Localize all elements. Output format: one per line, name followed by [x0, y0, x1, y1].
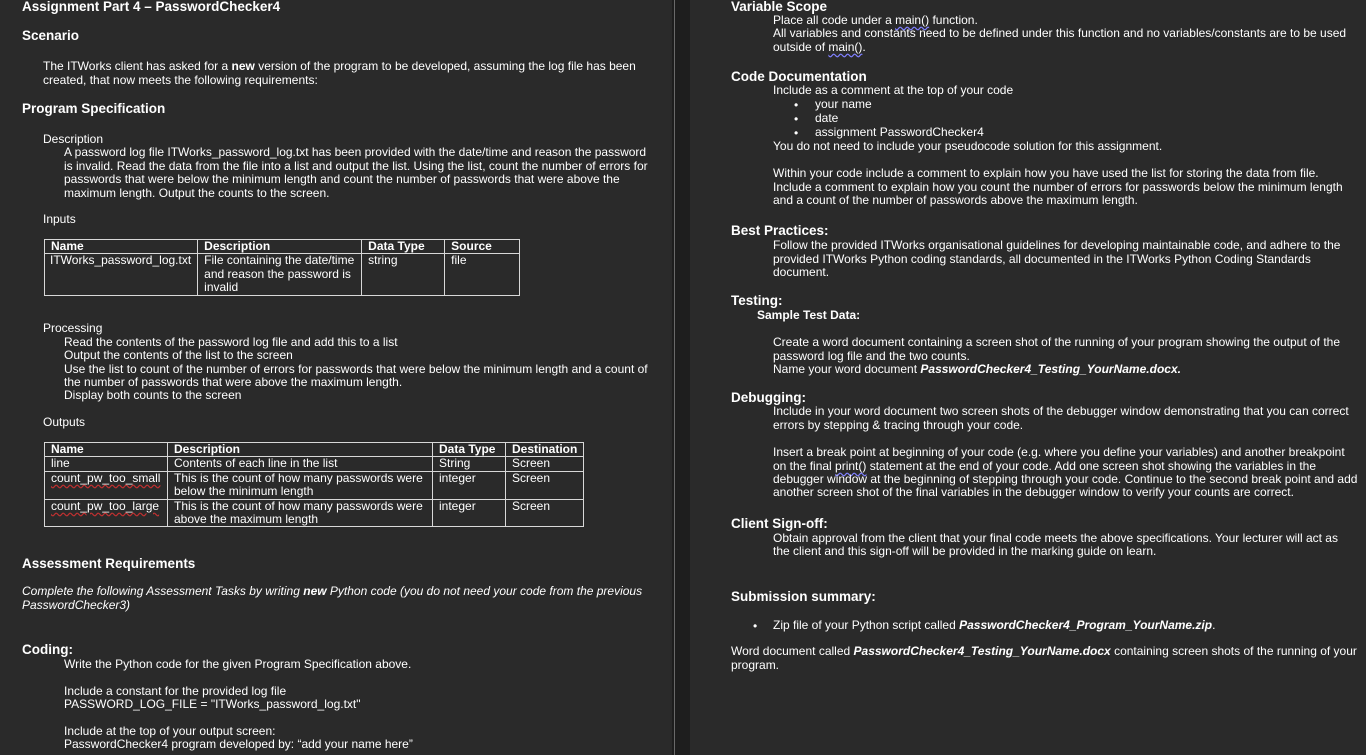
table-cell: String — [433, 457, 506, 471]
description-heading: Description — [43, 132, 104, 146]
scenario-text-line-1 — [43, 60, 636, 73]
code-reference: main() — [895, 13, 930, 27]
best-practices-line: provided ITWorks Python coding standards, all documented in the ITWorks Python Coding Standards — [773, 252, 1311, 266]
page-divider — [674, 0, 675, 755]
signoff-line: Obtain approval from the client that your final code meets the above specifications. Your lecturer will act as — [773, 531, 1338, 545]
table-row — [45, 457, 584, 471]
best-practices-heading: Best Practices: — [731, 223, 829, 238]
table-cell: Screen — [506, 499, 584, 527]
code-doc-bullet: date — [815, 111, 839, 125]
description-line: passwords that were below the minimum length and count the number of passwords that were above the — [64, 172, 620, 186]
code-doc-intro: Include as a comment at the top of your code — [773, 83, 1014, 97]
signoff-line: the client and this sign-off will be provided in the marking guide on learn. — [773, 544, 1157, 558]
program-spec-heading: Program Specification — [22, 101, 166, 116]
debugging-line: Insert a break point at beginning of your code (e.g. where you define your variables) and another breakpoint — [773, 445, 1345, 459]
scenario-text-line-2: created, that now meets the following requirements: — [43, 73, 318, 87]
variable-scope-line-2: All variables and constants need to be defined under this function and no variables/constants are to be used — [773, 26, 1347, 40]
debugging-line: errors by stepping & tracing through your code. — [773, 418, 1024, 432]
table-cell: string — [362, 254, 445, 295]
table-cell: This is the count of how many passwords were above the maximum length — [168, 499, 433, 527]
table-header-cell: Source — [445, 240, 520, 254]
assessment-text-emphasis: new — [303, 584, 327, 598]
text-part: outside of — [773, 40, 829, 54]
table-header-cell: Data Type — [433, 443, 506, 457]
code-doc-within-line: and a count of the number of passwords above the maximum length. — [773, 193, 1138, 207]
bullet-icon: • — [794, 98, 799, 112]
table-cell: integer — [433, 499, 506, 527]
code-doc-bullet: your name — [815, 97, 872, 111]
submission-word-line-1 — [731, 645, 1357, 658]
code-reference: main() — [828, 40, 863, 54]
assessment-heading: Assessment Requirements — [22, 556, 196, 571]
text-part: Place all code under a — [773, 13, 896, 27]
coding-line: PASSWORD_LOG_FILE = "ITWorks_password_log.txt" — [64, 697, 361, 711]
filename-text: PasswordChecker4_Testing_YourName.docx — [853, 644, 1111, 658]
assessment-text-part: Python code (you do not need your code from the previous — [326, 584, 643, 598]
table-cell — [45, 499, 168, 527]
variable-name: count_pw_too_small — [51, 470, 161, 485]
submission-bullet — [773, 619, 1215, 632]
assessment-text-line-2: PasswordChecker3) — [22, 598, 131, 612]
scenario-text-part: version of the program to be developed, assuming the log file has been — [254, 59, 636, 73]
right-document-page — [690, 0, 1366, 755]
table-header-row — [45, 240, 520, 254]
bullet-icon: • — [794, 126, 799, 140]
text-part: containing screen shots of the running of your — [1110, 644, 1357, 658]
processing-line: Output the contents of the list to the screen — [64, 348, 293, 362]
testing-line: Create a word document containing a screen shot of the running of your program showing the output of the — [773, 335, 1341, 349]
table-cell: File containing the date/time and reason the password is invalid — [198, 254, 362, 295]
scenario-text-part: The ITWorks client has asked for a — [43, 59, 232, 73]
text-part: Zip file of your Python script called — [773, 618, 960, 632]
best-practices-line: Follow the provided ITWorks organisational guidelines for developing maintainable code, and adhere to the — [773, 238, 1341, 252]
table-cell: Screen — [506, 457, 584, 471]
code-doc-within-line: Include a comment to explain how you count the number of errors for passwords below the minimum length — [773, 180, 1343, 194]
debugging-line: debugger window at the beginning of stepping through your code. Continue to the second break point and add — [773, 472, 1358, 486]
debugging-line: Include in your word document two screen shots of the debugger window demonstrating that you can correct — [773, 404, 1349, 418]
inputs-table — [44, 239, 520, 296]
code-doc-no-pseudo: You do not need to include your pseudocode solution for this assignment. — [773, 139, 1163, 153]
processing-line: the number of passwords that were above the maximum length. — [64, 375, 403, 389]
coding-line: PasswordChecker4 program developed by: “add your name here” — [64, 737, 413, 751]
code-doc-within-line: Within your code include a comment to explain how you have used the list for storing the data from file. — [773, 166, 1319, 180]
text-part: function. — [929, 13, 978, 27]
text-part: Name your word document — [773, 362, 921, 376]
variable-scope-line-3 — [773, 41, 866, 54]
text-part: statement at the end of your code. Add one screen shot showing the variables in the — [866, 459, 1317, 473]
text-part: . — [862, 40, 866, 54]
submission-word-line-2: program. — [731, 658, 780, 672]
description-line: is invalid. Read the data from the file into a list and output the list. Using the list, count the number of errors for — [64, 159, 648, 173]
table-header-cell: Name — [45, 240, 198, 254]
outputs-table — [44, 442, 584, 527]
coding-line: Write the Python code for the given Program Specification above. — [64, 657, 412, 671]
text-part: . — [1212, 618, 1216, 632]
debugging-line: another screen shot of the final variables in the debugger window to verify your counts are correct. — [773, 485, 1294, 499]
table-cell: ITWorks_password_log.txt — [45, 254, 198, 295]
table-cell — [45, 471, 168, 499]
client-signoff-heading: Client Sign-off: — [731, 516, 828, 531]
debugging-heading: Debugging: — [731, 390, 806, 405]
description-line: A password log file ITWorks_password_log.txt has been provided with the date/time and reason the password — [64, 145, 647, 159]
variable-name: count_pw_too_large — [51, 498, 160, 513]
scenario-heading: Scenario — [22, 28, 80, 43]
table-cell: file — [445, 254, 520, 295]
table-row — [45, 254, 520, 295]
table-header-cell: Name — [45, 443, 168, 457]
table-cell: Screen — [506, 471, 584, 499]
best-practices-line: document. — [773, 265, 830, 279]
inputs-heading: Inputs — [43, 212, 76, 226]
processing-line: Read the contents of the password log file and add this to a list — [64, 335, 398, 349]
code-reference: print() — [835, 459, 867, 473]
table-header-cell: Description — [198, 240, 362, 254]
table-cell: integer — [433, 471, 506, 499]
text-part: on the final — [773, 459, 836, 473]
document-title: Assignment Part 4 – PasswordChecker4 — [22, 0, 281, 14]
testing-line: password log file and the two counts. — [773, 349, 970, 363]
assessment-text-line-1 — [22, 585, 642, 598]
table-cell: Contents of each line in the list — [168, 457, 433, 471]
testing-name-line — [773, 363, 1181, 376]
bullet-icon: • — [753, 619, 758, 633]
code-documentation-heading: Code Documentation — [731, 69, 867, 84]
processing-line: Display both counts to the screen — [64, 388, 242, 402]
filename-text: PasswordChecker4_Program_YourName.zip — [959, 618, 1213, 632]
text-part: Word document called — [731, 644, 854, 658]
left-document-page — [0, 0, 672, 755]
processing-line: Use the list to count of the number of errors for passwords that were below the minimum length and a count of — [64, 362, 648, 376]
coding-heading: Coding: — [22, 642, 73, 657]
variable-scope-heading: Variable Scope — [731, 0, 828, 14]
table-header-cell: Data Type — [362, 240, 445, 254]
table-cell: This is the count of how many passwords were below the minimum length — [168, 471, 433, 499]
table-header-cell: Destination — [506, 443, 584, 457]
description-line: maximum length. Output the counts to the screen. — [64, 186, 330, 200]
table-cell: line — [45, 457, 168, 471]
table-row — [45, 499, 584, 527]
bullet-icon: • — [794, 112, 799, 126]
filename-text: PasswordChecker4_Testing_YourName.docx. — [920, 362, 1181, 376]
coding-line: Include a constant for the provided log file — [64, 684, 287, 698]
table-row — [45, 471, 584, 499]
submission-summary-heading: Submission summary: — [731, 589, 876, 604]
table-header-cell: Description — [168, 443, 433, 457]
outputs-heading: Outputs — [43, 415, 86, 429]
processing-heading: Processing — [43, 321, 103, 335]
scenario-text-emphasis: new — [231, 59, 255, 73]
table-header-row — [45, 443, 584, 457]
code-doc-bullet: assignment PasswordChecker4 — [815, 125, 984, 139]
coding-line: Include at the top of your output screen: — [64, 724, 276, 738]
testing-heading: Testing: — [731, 293, 783, 308]
sample-test-heading: Sample Test Data: — [757, 308, 861, 322]
assessment-text-part: Complete the following Assessment Tasks by writing — [22, 584, 304, 598]
